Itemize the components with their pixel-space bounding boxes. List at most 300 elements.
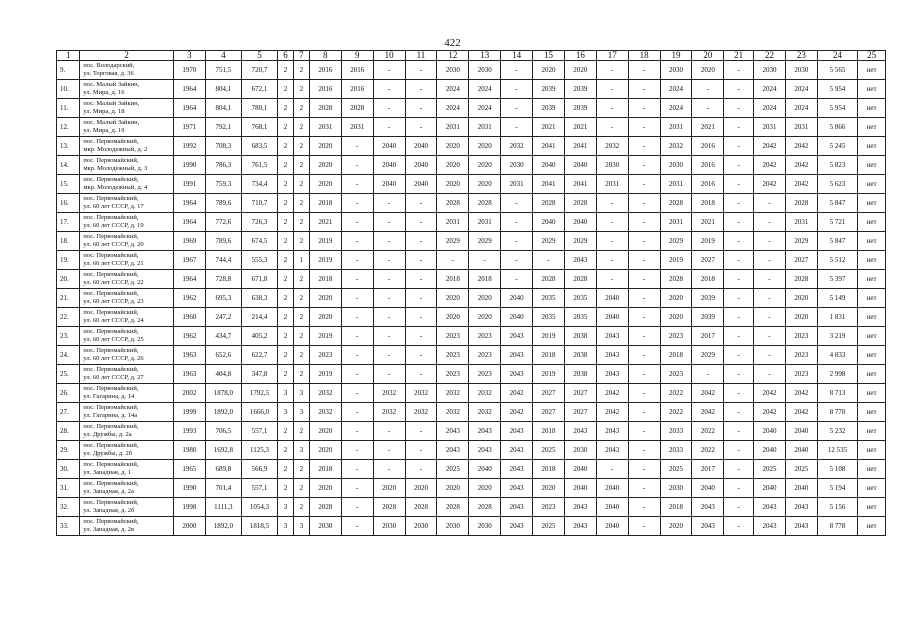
table-cell: - — [628, 99, 660, 118]
address-cell: пос. Первомайский, ул. Дружбы, д. 2б — [80, 441, 174, 460]
table-cell: 2016 — [341, 61, 373, 80]
table-cell: 2028 — [564, 194, 596, 213]
table-cell: 2018 — [692, 194, 724, 213]
table-cell: 2043 — [501, 365, 533, 384]
table-cell: 2032 — [405, 384, 437, 403]
table-cell: 683,5 — [241, 137, 277, 156]
table-cell: 2042 — [501, 384, 533, 403]
table-cell: 2024 — [469, 99, 501, 118]
table-cell: 2041 — [564, 175, 596, 194]
column-number-header: 14 — [501, 51, 533, 61]
table-cell: - — [596, 194, 628, 213]
table-cell: - — [469, 251, 501, 270]
table-cell: 2028 — [341, 99, 373, 118]
table-cell: - — [341, 194, 373, 213]
table-cell: - — [405, 365, 437, 384]
table-cell: 2031 — [437, 118, 469, 137]
table-cell: 2020 — [309, 289, 341, 308]
table-cell: - — [533, 251, 565, 270]
table-cell: 2020 — [309, 308, 341, 327]
table-cell: - — [405, 327, 437, 346]
table-cell: 2020 — [437, 479, 469, 498]
table-cell: 2040 — [564, 479, 596, 498]
table-cell: 1967 — [173, 251, 205, 270]
table-cell: 2043 — [564, 422, 596, 441]
table-cell: - — [724, 460, 754, 479]
table-cell: - — [724, 251, 754, 270]
table-cell: 2023 — [437, 346, 469, 365]
table-row — [57, 422, 886, 441]
table-cell: 2040 — [373, 137, 405, 156]
table-cell: 2018 — [692, 270, 724, 289]
row-number-cell: 17. — [57, 213, 80, 232]
column-number-header: 23 — [785, 51, 817, 61]
table-cell: 1111,3 — [205, 498, 241, 517]
row-number-cell: 22. — [57, 308, 80, 327]
table-cell: нет — [858, 479, 886, 498]
table-cell: 744,4 — [205, 251, 241, 270]
table-cell: 2023 — [660, 365, 692, 384]
table-cell: - — [405, 232, 437, 251]
table-cell: - — [628, 61, 660, 80]
table-cell: нет — [858, 137, 886, 156]
table-cell: 2020 — [437, 175, 469, 194]
table-cell: 557,1 — [241, 479, 277, 498]
table-cell: - — [754, 213, 786, 232]
table-cell: - — [628, 251, 660, 270]
table-cell: 2 — [293, 61, 309, 80]
table-cell: 2020 — [405, 479, 437, 498]
column-number-header: 6 — [278, 51, 294, 61]
table-cell: 2042 — [785, 384, 817, 403]
table-cell: 2020 — [309, 175, 341, 194]
table-cell: 2028 — [660, 194, 692, 213]
table-cell: 2020 — [309, 137, 341, 156]
address-cell: пос. Первомайский, ул. 60 лет СССР, д. 22 — [80, 270, 174, 289]
table-row — [57, 365, 886, 384]
table-cell: 2018 — [660, 498, 692, 517]
table-cell: - — [373, 232, 405, 251]
table-cell: - — [405, 80, 437, 99]
table-cell: 2042 — [501, 403, 533, 422]
table-cell: 2 — [278, 441, 294, 460]
table-row — [57, 517, 886, 536]
table-cell: 2 — [278, 308, 294, 327]
address-cell: пос. Первомайский, ул. 60 лет СССР, д. 20 — [80, 232, 174, 251]
table-cell: 2018 — [469, 270, 501, 289]
table-cell: 2021 — [692, 213, 724, 232]
table-cell: 2016 — [309, 61, 341, 80]
table-row — [57, 289, 886, 308]
row-number-cell: 33. — [57, 517, 80, 536]
table-cell: - — [341, 327, 373, 346]
table-cell: 1963 — [173, 346, 205, 365]
column-number-header: 9 — [341, 51, 373, 61]
table-cell: 2020 — [309, 156, 341, 175]
table-cell: 434,7 — [205, 327, 241, 346]
table-cell: 2020 — [533, 61, 565, 80]
table-cell: 2027 — [564, 403, 596, 422]
table-cell: 1 — [293, 251, 309, 270]
table-cell: - — [373, 99, 405, 118]
table-cell: 695,3 — [205, 289, 241, 308]
table-cell: 2021 — [309, 213, 341, 232]
table-cell: 1692,8 — [205, 441, 241, 460]
table-cell: - — [628, 327, 660, 346]
table-cell: 2018 — [533, 346, 565, 365]
table-cell: - — [373, 460, 405, 479]
table-cell: - — [724, 365, 754, 384]
table-cell: 2028 — [405, 498, 437, 517]
table-cell: 1962 — [173, 327, 205, 346]
table-cell: 2019 — [309, 232, 341, 251]
table-cell: 2 — [293, 99, 309, 118]
table-cell: 2042 — [754, 137, 786, 156]
table-cell: 2027 — [533, 384, 565, 403]
table-row — [57, 441, 886, 460]
table-cell: 2030 — [785, 61, 817, 80]
table-cell: 2040 — [596, 289, 628, 308]
table-cell: 2040 — [501, 308, 533, 327]
table-cell: 2031 — [501, 175, 533, 194]
table-cell: - — [437, 251, 469, 270]
table-cell: 2043 — [564, 517, 596, 536]
table-cell: 2025 — [660, 460, 692, 479]
table-cell: 2043 — [501, 422, 533, 441]
row-number-cell: 16. — [57, 194, 80, 213]
address-cell: пос. Первомайский, мкр. Молодежный, д. 3 — [80, 156, 174, 175]
table-cell: 2032 — [469, 384, 501, 403]
row-number-cell: 24. — [57, 346, 80, 365]
table-cell: - — [692, 99, 724, 118]
table-cell: 2019 — [533, 327, 565, 346]
table-cell: 2040 — [785, 441, 817, 460]
table-cell: 2030 — [309, 517, 341, 536]
table-cell: 2020 — [469, 308, 501, 327]
table-cell: 2016 — [692, 137, 724, 156]
table-cell: - — [596, 61, 628, 80]
table-cell: 2 — [293, 118, 309, 137]
table-cell: 2020 — [660, 308, 692, 327]
table-cell: 2027 — [785, 251, 817, 270]
table-cell: 2030 — [437, 61, 469, 80]
table-cell: - — [341, 175, 373, 194]
table-cell: 2040 — [405, 137, 437, 156]
table-cell: 5 823 — [817, 156, 857, 175]
table-cell: 2000 — [173, 517, 205, 536]
table-cell: 1792,5 — [241, 384, 277, 403]
address-cell: пос. Первомайский, ул. 60 лет СССР, д. 26 — [80, 346, 174, 365]
table-cell: - — [373, 251, 405, 270]
table-cell: - — [341, 403, 373, 422]
table-cell: 1999 — [173, 403, 205, 422]
table-cell: - — [341, 346, 373, 365]
table-cell: 2018 — [309, 194, 341, 213]
table-cell: 2023 — [437, 327, 469, 346]
address-cell: пос. Первомайский, мкр. Молодежный, д. 4 — [80, 175, 174, 194]
table-cell: 2 — [293, 479, 309, 498]
table-cell: 2020 — [469, 156, 501, 175]
table-cell: - — [724, 403, 754, 422]
table-cell: 1990 — [173, 156, 205, 175]
row-number-cell: 10. — [57, 80, 80, 99]
table-cell: 2 — [278, 118, 294, 137]
table-cell: 2042 — [692, 384, 724, 403]
table-cell: нет — [858, 441, 886, 460]
table-row — [57, 251, 886, 270]
table-cell: - — [724, 175, 754, 194]
table-cell: 2032 — [660, 137, 692, 156]
table-cell: 2040 — [596, 308, 628, 327]
column-number-header: 13 — [469, 51, 501, 61]
table-cell: 2040 — [405, 175, 437, 194]
table-cell: - — [628, 460, 660, 479]
table-cell: 2040 — [596, 498, 628, 517]
table-cell: 2028 — [660, 270, 692, 289]
table-cell: - — [341, 232, 373, 251]
table-cell: 2040 — [596, 517, 628, 536]
table-cell: 706,5 — [205, 422, 241, 441]
table-cell: 2043 — [692, 498, 724, 517]
table-cell: - — [341, 517, 373, 536]
table-cell: 3 — [293, 403, 309, 422]
table-cell: - — [341, 308, 373, 327]
table-cell: 2029 — [469, 232, 501, 251]
table-cell: - — [724, 99, 754, 118]
table-cell: - — [341, 251, 373, 270]
table-cell: 2028 — [469, 498, 501, 517]
table-cell: 1965 — [173, 460, 205, 479]
table-cell: - — [341, 498, 373, 517]
table-cell: 2021 — [692, 118, 724, 137]
table-cell: 1960 — [173, 308, 205, 327]
table-cell: 566,9 — [241, 460, 277, 479]
table-cell: 2019 — [692, 232, 724, 251]
table-cell: 2024 — [754, 80, 786, 99]
table-cell: - — [628, 232, 660, 251]
table-cell: нет — [858, 213, 886, 232]
table-cell: - — [405, 61, 437, 80]
table-cell: 780,1 — [241, 99, 277, 118]
table-row — [57, 156, 886, 175]
table-cell: - — [501, 213, 533, 232]
table-cell: 2020 — [533, 479, 565, 498]
table-cell: 701,4 — [205, 479, 241, 498]
table-cell: 2029 — [692, 346, 724, 365]
table-cell: нет — [858, 422, 886, 441]
table-cell: - — [628, 365, 660, 384]
column-number-header: 24 — [817, 51, 857, 61]
row-number-cell: 31. — [57, 479, 80, 498]
table-cell: 2030 — [437, 517, 469, 536]
table-cell: 2029 — [785, 232, 817, 251]
table-cell: - — [373, 441, 405, 460]
table-cell: - — [596, 270, 628, 289]
table-cell: 2028 — [309, 99, 341, 118]
table-cell: 2031 — [309, 118, 341, 137]
column-number-header: 12 — [437, 51, 469, 61]
address-cell: пос. Первомайский, ул. 60 лет СССР, д. 24 — [80, 308, 174, 327]
table-cell: 2020 — [469, 175, 501, 194]
table-cell: нет — [858, 308, 886, 327]
table-cell: 2 — [293, 80, 309, 99]
table-cell: 1980 — [173, 441, 205, 460]
table-cell: нет — [858, 251, 886, 270]
table-cell: 5 149 — [817, 289, 857, 308]
table-row — [57, 479, 886, 498]
table-cell: - — [501, 232, 533, 251]
table-cell: 768,1 — [241, 118, 277, 137]
table-cell: 710,7 — [241, 194, 277, 213]
table-cell: - — [373, 61, 405, 80]
table-cell: 2024 — [437, 80, 469, 99]
table-cell: - — [628, 403, 660, 422]
column-number-header: 22 — [754, 51, 786, 61]
table-cell: 2032 — [437, 384, 469, 403]
table-cell: 720,7 — [241, 61, 277, 80]
table-cell: - — [724, 270, 754, 289]
table-cell: 2 — [293, 232, 309, 251]
table-cell: 2043 — [754, 517, 786, 536]
table-cell: - — [628, 479, 660, 498]
table-row — [57, 175, 886, 194]
table-cell: 2 — [278, 137, 294, 156]
table-cell: 2 — [293, 175, 309, 194]
table-cell: 2028 — [437, 194, 469, 213]
table-cell: - — [692, 365, 724, 384]
table-cell: - — [373, 270, 405, 289]
table-row — [57, 213, 886, 232]
table-cell: 2024 — [469, 80, 501, 99]
table-cell: 2031 — [469, 213, 501, 232]
table-cell: 622,7 — [241, 346, 277, 365]
table-cell: 8 713 — [817, 384, 857, 403]
table-cell: 772,6 — [205, 213, 241, 232]
table-cell: 2 — [278, 346, 294, 365]
table-cell: - — [341, 213, 373, 232]
table-cell: 404,8 — [205, 365, 241, 384]
table-cell: 5 954 — [817, 80, 857, 99]
table-cell: 2032 — [596, 137, 628, 156]
table-cell: - — [724, 327, 754, 346]
table-cell: 2023 — [533, 498, 565, 517]
table-cell: - — [341, 289, 373, 308]
column-number-header: 20 — [692, 51, 724, 61]
table-row — [57, 346, 886, 365]
table-cell: 2043 — [785, 517, 817, 536]
table-cell: 1990 — [173, 479, 205, 498]
address-cell: пос. Малый Зайкин, ул. Мира, д. 16 — [80, 80, 174, 99]
table-cell: 2030 — [754, 61, 786, 80]
table-cell: 2019 — [660, 251, 692, 270]
table-cell: 671,8 — [241, 270, 277, 289]
table-cell: 2 — [278, 327, 294, 346]
table-cell: - — [628, 289, 660, 308]
table-cell: 2028 — [437, 498, 469, 517]
table-cell: 2030 — [660, 61, 692, 80]
table-cell: 2030 — [660, 156, 692, 175]
table-cell: 2018 — [533, 422, 565, 441]
table-cell: 2 — [278, 479, 294, 498]
table-cell: 5 397 — [817, 270, 857, 289]
table-cell: 2018 — [660, 346, 692, 365]
table-cell: 2 — [278, 194, 294, 213]
table-cell: 2 — [293, 289, 309, 308]
table-cell: 2020 — [437, 156, 469, 175]
table-cell: 2032 — [373, 403, 405, 422]
column-number-header: 16 — [564, 51, 596, 61]
table-cell: - — [373, 346, 405, 365]
table-cell: 2039 — [564, 99, 596, 118]
table-cell: 2025 — [437, 460, 469, 479]
table-cell: нет — [858, 517, 886, 536]
table-cell: 2040 — [785, 422, 817, 441]
table-cell: 2032 — [405, 403, 437, 422]
table-cell: 2020 — [785, 308, 817, 327]
table-cell: 1993 — [173, 422, 205, 441]
table-cell: 2038 — [564, 327, 596, 346]
table-cell: 2039 — [533, 80, 565, 99]
table-cell: 2035 — [564, 289, 596, 308]
row-number-cell: 29. — [57, 441, 80, 460]
table-cell: 1963 — [173, 365, 205, 384]
table-cell: - — [405, 270, 437, 289]
table-cell: 1998 — [173, 498, 205, 517]
table-cell: 2025 — [533, 517, 565, 536]
table-cell: 2029 — [660, 232, 692, 251]
table-row — [57, 232, 886, 251]
table-cell: - — [754, 308, 786, 327]
table-cell: - — [724, 308, 754, 327]
table-cell: 2041 — [564, 137, 596, 156]
table-cell: нет — [858, 80, 886, 99]
table-cell: - — [724, 479, 754, 498]
table-cell: - — [628, 80, 660, 99]
table-cell: нет — [858, 232, 886, 251]
table-cell: 2040 — [373, 175, 405, 194]
table-cell: 2023 — [437, 365, 469, 384]
table-cell: 2041 — [533, 137, 565, 156]
table-cell: - — [628, 441, 660, 460]
table-cell: 1054,3 — [241, 498, 277, 517]
table-cell: - — [628, 175, 660, 194]
table-cell: 2 — [293, 365, 309, 384]
table-cell: 2043 — [596, 441, 628, 460]
table-cell: 2043 — [596, 327, 628, 346]
table-row — [57, 270, 886, 289]
table-cell: нет — [858, 194, 886, 213]
table-cell: 2040 — [501, 289, 533, 308]
table-cell: 2040 — [754, 422, 786, 441]
table-cell: - — [405, 422, 437, 441]
table-cell: - — [373, 422, 405, 441]
table-cell: - — [596, 251, 628, 270]
table-cell: - — [405, 441, 437, 460]
table-cell: 2022 — [660, 403, 692, 422]
column-number-header: 21 — [724, 51, 754, 61]
table-cell: - — [596, 118, 628, 137]
table-cell: 2018 — [533, 460, 565, 479]
table-cell: 708,3 — [205, 137, 241, 156]
row-number-cell: 21. — [57, 289, 80, 308]
row-number-cell: 27. — [57, 403, 80, 422]
column-number-header: 7 — [293, 51, 309, 61]
table-cell: 2020 — [564, 61, 596, 80]
row-number-cell: 9. — [57, 61, 80, 80]
table-cell: 4 833 — [817, 346, 857, 365]
table-cell: 1964 — [173, 80, 205, 99]
table-cell: 2023 — [785, 365, 817, 384]
